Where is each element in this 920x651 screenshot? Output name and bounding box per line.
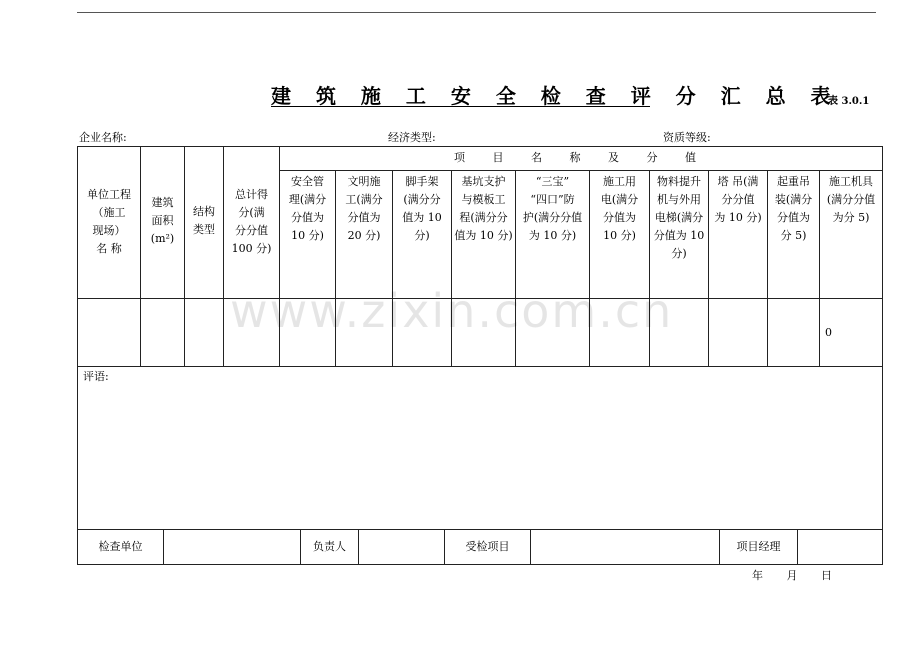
col-line [140,146,141,367]
header-item-hoisting: 起重吊 装(满分 分值为 分 5) [774,175,813,242]
data-cell-tools-score: 0 [825,326,832,339]
footer-project-manager-label: 项目经理 [736,540,781,553]
watermark: www.zixin.com.cn [230,284,674,338]
header-total-score: 总计得 分(满 分分值 100 分) [231,188,272,255]
header-item-civilized-construction: 文明施 工(满分 分值为 20 分) [345,175,383,242]
table-line-comment-bottom [77,529,883,530]
footer-col-line [530,529,531,565]
footer-responsible-label: 负责人 [313,540,346,553]
header-unit-name: 单位工程 （施工 现场） 名 称 [87,188,131,255]
footer-inspect-unit-label: 检查单位 [98,540,143,553]
qualification-label: 资质等级: [663,131,711,144]
header-item-foundation-formwork: 基坑支护 与模板工 程(满分分 值为 10 分) [454,175,513,242]
table-border-top [77,146,883,147]
header-item-scaffold: 脚手架 (满分分 值为 10 分) [402,175,442,242]
economy-type-label: 经济类型: [388,131,436,144]
table-line-items-header [279,170,883,171]
top-rule [77,12,876,13]
table-border-right [882,146,883,565]
table-number: 表 3.0.1 [828,96,870,107]
footer-col-line [358,529,359,565]
comment-label: 评语: [83,370,109,383]
header-item-protection: “三宝” “四口”防 护(满分分值 为 10 分) [522,175,583,242]
header-item-safety-management: 安全管 理(满分 分值为 10 分) [288,175,327,242]
header-building-area: 建筑 面积 (m²) [150,196,175,245]
header-items-group: 项 目 名 称 及 分 值 [454,151,708,164]
company-name-label: 企业名称: [79,131,127,144]
header-structure-type: 结构 类型 [193,205,215,236]
page-title: 建 筑 施 工 安 全 检 查 评 分 汇 总 表 [271,84,840,108]
header-item-tower-crane: 塔 吊(满 分分值 为 10 分) [714,175,762,224]
footer-inspected-project-label: 受检项目 [465,540,510,553]
date-label: 年 月 日 [752,569,842,582]
summary-table [77,146,883,565]
table-border-bottom [77,564,883,565]
header-item-hoist-elevator: 物料提升 机与外用 电梯(满分 分值为 10 分) [653,175,705,260]
footer-col-line [797,529,798,565]
header-item-electricity: 施工用 电(满分 分值为 10 分) [600,175,639,242]
table-line-data-bottom [77,366,883,367]
col-line [184,146,185,367]
title-underline [271,106,650,107]
footer-col-line [163,529,164,565]
header-item-construction-tools: 施工机具 (满分分值 为分 5) [826,175,876,224]
